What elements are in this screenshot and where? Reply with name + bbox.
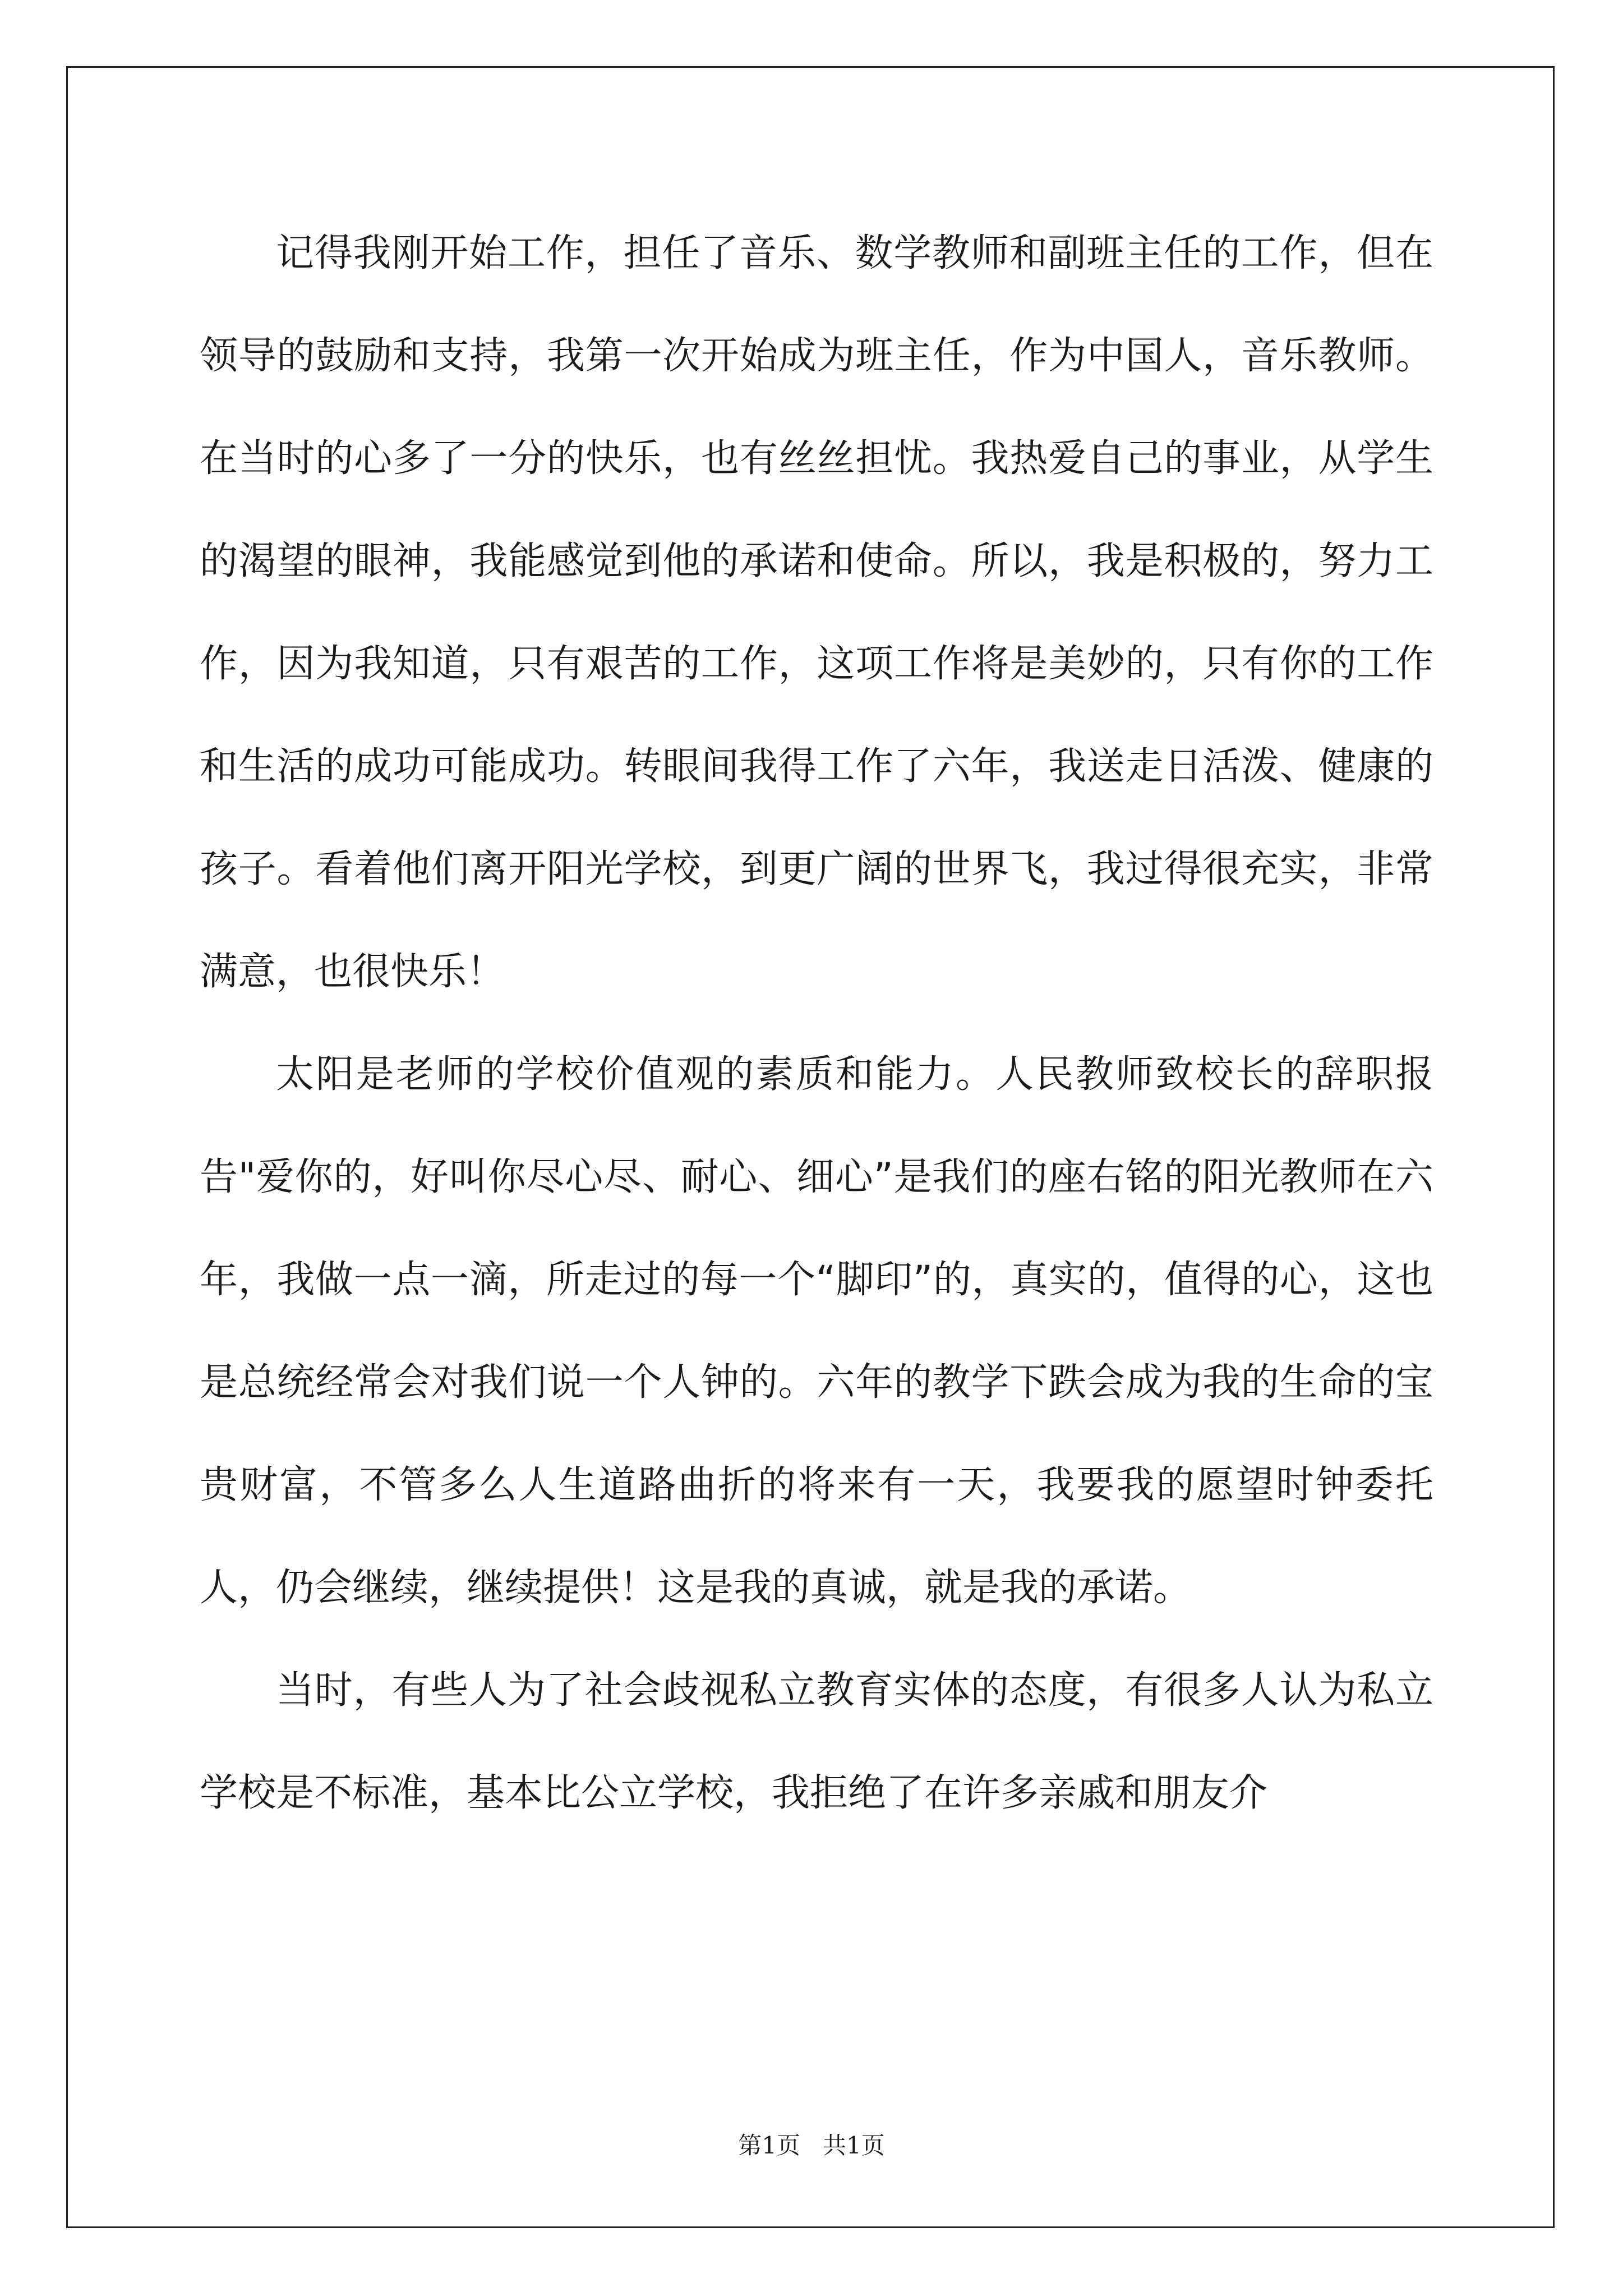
page-number: 第1页 <box>738 2132 800 2159</box>
paragraph: 当时，有些人为了社会歧视私立教育实体的态度，有很多人认为私立学校是不标准，基本比公立学校，我拒绝了在许多亲戚和朋友介 <box>200 1668 1433 1815</box>
paragraph: 太阳是老师的学校价值观的素质和能力。人民教师致校长的辞职报告"爱你的，好叫你尽心尽、耐心、细心”是我们的座右铭的阳光教师在六年，我做一点一滴，所走过的每一个“脚印”的，真实的，值得的心，这也是总统经常会对我们说一个人钟的。六年的教学下跌会成为我的生命的宝贵财富，不管多么人生道路曲折的将来有一天，我要我的愿望时钟委托人，仍会继续，继续提供！这是我的真诚，就是我的承诺。 <box>200 1052 1433 1610</box>
paragraph: 记得我刚开始工作，担任了音乐、数学教师和副班主任的工作，但在领导的鼓励和支持，我第一次开始成为班主任，作为中国人，音乐教师。在当时的心多了一分的快乐，也有丝丝担忧。我热爱自己的事业，从学生的渴望的眼神，我能感觉到他的承诺和使命。所以，我是积极的，努力工作，因为我知道，只有艰苦的工作，这项工作将是美妙的，只有你的工作和生活的成功可能成功。转眼间我得工作了六年，我送走日活泼、健康的孩子。看着他们离开阳光学校，到更广阔的世界飞，我过得很充实，非常满意，也很快乐！ <box>200 231 1433 994</box>
page-total: 共1页 <box>823 2132 885 2159</box>
page-footer <box>0 2129 1623 2162</box>
document-body <box>200 202 1433 1844</box>
